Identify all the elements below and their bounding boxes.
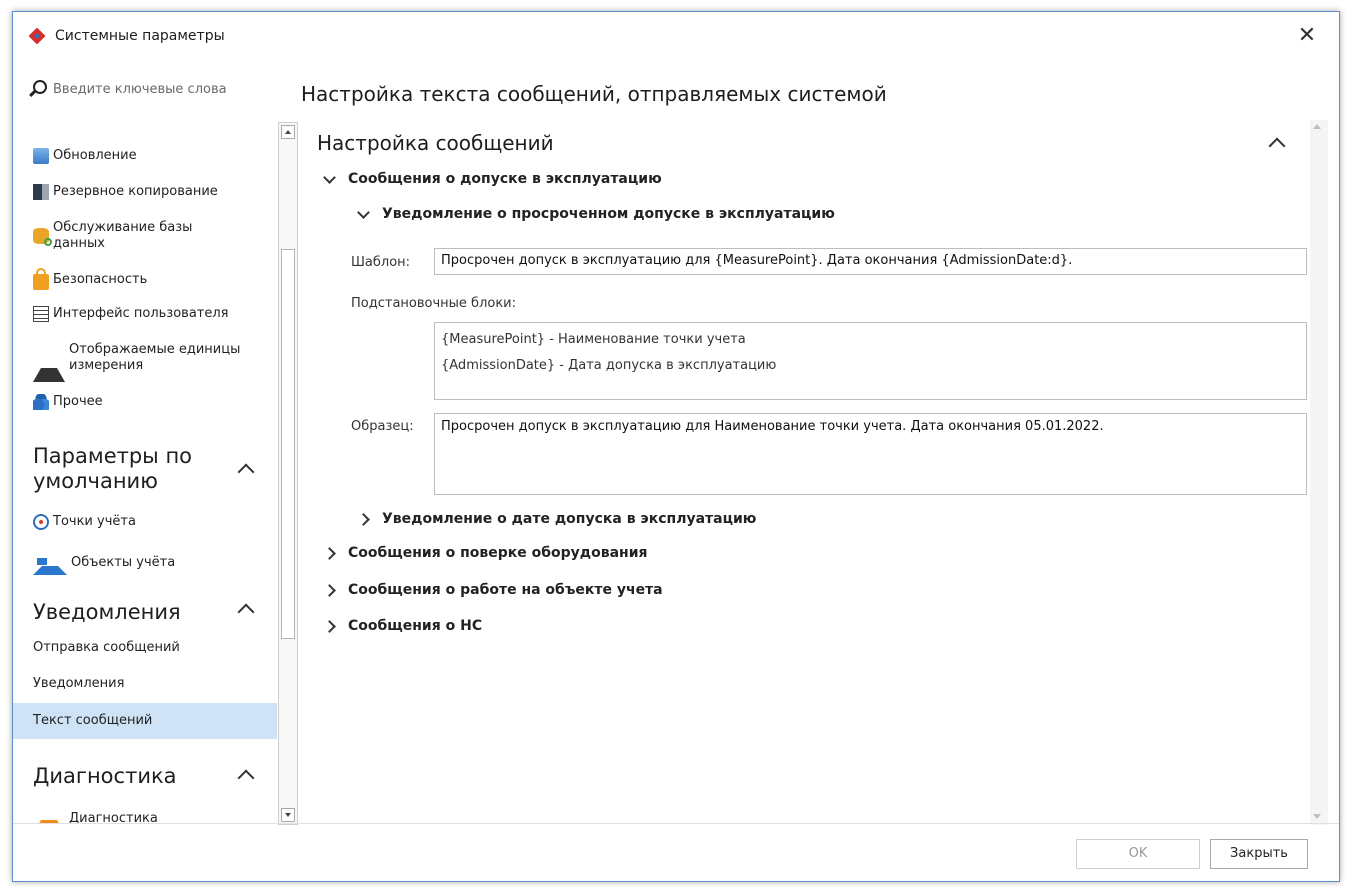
chevron-right-icon: [323, 584, 336, 597]
lock-icon: [33, 274, 49, 290]
sample-textarea[interactable]: [434, 413, 1307, 495]
template-input[interactable]: Просрочен допуск в эксплуатацию для {MeasurePoint}. Дата окончания {AdmissionDate:d}.: [434, 248, 1307, 275]
sidebar-item-measure-points[interactable]: [33, 514, 273, 530]
house-icon: [33, 550, 67, 575]
tree-item-label: Сообщения о НС: [348, 618, 483, 634]
tree-item-admission-date[interactable]: [359, 511, 756, 527]
sidebar-item-update[interactable]: [33, 148, 273, 164]
warning-icon: [33, 804, 65, 823]
sidebar-item-database[interactable]: [33, 220, 233, 252]
sample-label: Образец:: [351, 419, 414, 434]
scroll-up-icon[interactable]: [1313, 124, 1321, 129]
search-box: [29, 78, 269, 100]
system-parameters-window: [12, 11, 1340, 882]
sidebar-item-other[interactable]: [33, 394, 273, 410]
section-title: Настройка сообщений: [317, 131, 554, 155]
sidebar-item-label: Диагностика: [69, 811, 158, 823]
sidebar-item-ui[interactable]: [33, 306, 273, 322]
chevron-right-icon: [323, 620, 336, 633]
chevron-up-icon[interactable]: [238, 604, 255, 621]
sidebar: [13, 60, 277, 823]
tree-item-admission[interactable]: [325, 171, 662, 187]
app-logo-icon: [29, 28, 46, 45]
tree-item-label: Уведомление о просроченном допуске в эксплуатацию: [382, 206, 835, 222]
close-button[interactable]: Закрыть: [1210, 839, 1308, 869]
group-title-notifications: Уведомления: [33, 600, 181, 624]
sidebar-item-send-messages[interactable]: Отправка сообщений: [33, 640, 180, 655]
sidebar-item-label: Отображаемые единицы измерения: [69, 342, 241, 373]
sidebar-item-security[interactable]: [33, 272, 273, 288]
sidebar-scrollbar[interactable]: [278, 122, 298, 825]
backup-icon: [33, 184, 49, 200]
tree-item-overdue[interactable]: [359, 206, 835, 222]
user-interface-icon: [33, 306, 49, 322]
chevron-up-icon[interactable]: [1269, 138, 1286, 155]
tree-item-label: Уведомление о дате допуска в эксплуатацию: [382, 511, 757, 527]
scrollbar-thumb[interactable]: [281, 249, 295, 639]
chevron-down-icon: [323, 171, 336, 184]
sidebar-item-diagnostics[interactable]: [33, 804, 273, 823]
sidebar-item-label: Безопасность: [53, 272, 148, 287]
sidebar-item-label: Объекты учёта: [71, 554, 176, 570]
list-item: {AdmissionDate} - Дата допуска в эксплуатацию: [441, 358, 777, 373]
chevron-up-icon[interactable]: [238, 464, 255, 481]
chevron-right-icon: [357, 513, 370, 526]
group-title-defaults: Параметры по умолчанию: [33, 444, 193, 493]
tree-item-work[interactable]: [325, 582, 663, 598]
sample-text: Просрочен допуск в эксплуатацию для Наименование точки учета. Дата окончания 05.01.2022.: [441, 419, 1104, 434]
ok-button[interactable]: OK: [1076, 839, 1200, 869]
sidebar-item-label: Резервное копирование: [53, 184, 218, 199]
sidebar-item-notifications[interactable]: Уведомления: [33, 676, 125, 691]
weight-icon: [33, 352, 65, 382]
update-icon: [33, 148, 49, 164]
tree-item-label: Сообщения о поверке оборудования: [348, 545, 648, 561]
sidebar-item-units[interactable]: [33, 342, 243, 382]
search-input[interactable]: [53, 78, 267, 100]
content-scrollbar[interactable]: [1310, 120, 1328, 825]
sidebar-item-measure-objects[interactable]: [33, 550, 273, 575]
sidebar-item-label: Обслуживание базы данных: [53, 220, 193, 251]
template-label: Шаблон:: [351, 255, 411, 270]
scroll-up-icon[interactable]: [281, 125, 295, 139]
dialog-footer: [13, 823, 1339, 882]
group-title-diagnostics: Диагностика: [33, 764, 177, 788]
search-icon: [33, 80, 47, 94]
sidebar-item-message-text[interactable]: Текст сообщений: [33, 713, 153, 728]
other-icon: [33, 394, 49, 410]
tree-item-verification[interactable]: [325, 545, 648, 561]
close-window-button[interactable]: ✕: [1297, 23, 1317, 48]
title-bar: [13, 12, 1339, 60]
chevron-down-icon: [357, 206, 370, 219]
blocks-label: Подстановочные блоки:: [351, 296, 517, 311]
tree-item-ns[interactable]: [325, 618, 482, 634]
list-item: {MeasurePoint} - Наименование точки учета: [441, 332, 746, 347]
gauge-icon: [33, 514, 49, 530]
scroll-down-icon[interactable]: [1313, 814, 1321, 819]
chevron-right-icon: [323, 547, 336, 560]
blocks-list: [434, 322, 1307, 400]
chevron-up-icon[interactable]: [238, 770, 255, 787]
sidebar-item-label: Обновление: [53, 148, 137, 163]
tree-item-label: Сообщения о работе на объекте учета: [348, 582, 663, 598]
scroll-down-icon[interactable]: [281, 808, 295, 822]
sidebar-item-backup[interactable]: [33, 184, 273, 200]
database-icon: [33, 228, 49, 244]
window-title: Системные параметры: [55, 28, 225, 44]
sidebar-item-label: Точки учёта: [53, 514, 136, 529]
page-title: Настройка текста сообщений, отправляемых системой: [301, 82, 887, 106]
sidebar-item-label: Прочее: [53, 394, 103, 409]
sidebar-item-label: Интерфейс пользователя: [53, 306, 229, 321]
tree-item-label: Сообщения о допуске в эксплуатацию: [348, 171, 662, 187]
